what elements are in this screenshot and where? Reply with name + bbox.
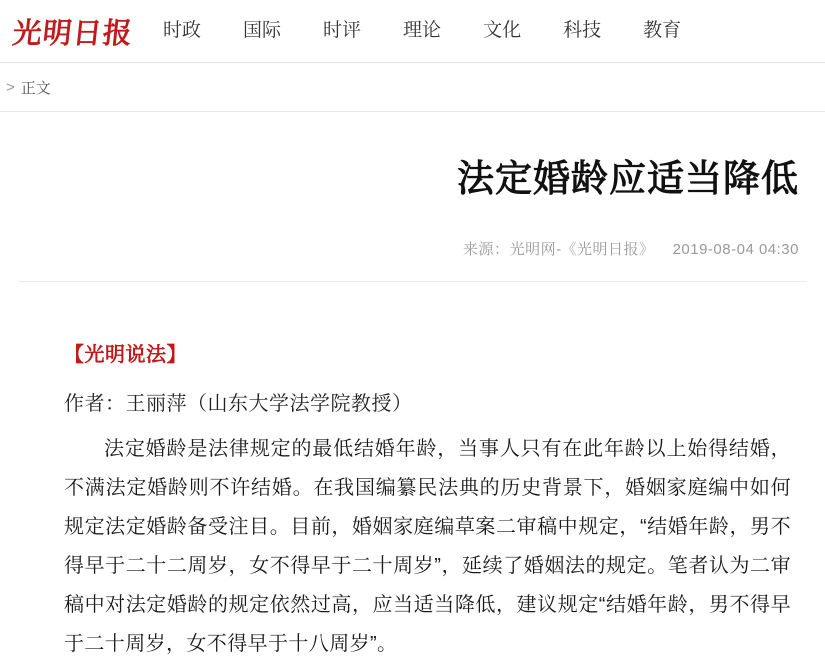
article-paragraph: 法定婚龄是法律规定的最低结婚年龄，当事人只有在此年龄以上始得结婚，不满法定婚龄则不许结婚。在我国编纂民法典的历史背景下，婚姻家庭编中如何规定法定婚龄备受注目。目前，婚姻家庭编草案二审稿中规定，“结婚年龄，男不得早于二十二周岁，女不得早于二十周岁”，延续了婚姻法的规定。笔者认为二审稿中对法定婚龄的规定依然过高，应当适当降低，建议规定“结婚年龄，男不得早于二十周岁，女不得早于十八周岁”。 <box>64 438 791 655</box>
page-title: 法定婚龄应适当降低 <box>457 157 799 200</box>
breadcrumb-separator: > <box>6 78 15 96</box>
nav-item-lilun[interactable]: 理论 <box>403 20 442 41</box>
nav-item-keji[interactable]: 科技 <box>563 20 602 41</box>
nav-item-jiaoyu[interactable]: 教育 <box>643 20 682 41</box>
header-divider <box>18 281 807 282</box>
article-body <box>18 338 807 664</box>
nav-item-wenhua[interactable]: 文化 <box>483 20 522 41</box>
nav-item-shiping[interactable]: 时评 <box>323 20 362 41</box>
main-navigation <box>142 0 825 62</box>
breadcrumb-current: 正文 <box>20 79 51 97</box>
nav-item-shizheng[interactable]: 时政 <box>163 20 202 41</box>
article-kicker: 【光明说法】 <box>64 344 187 366</box>
site-logo[interactable] <box>0 11 142 52</box>
article-source-label: 来源： <box>463 241 510 258</box>
article-author: 作者：王丽萍（山东大学法学院教授） <box>64 393 413 415</box>
breadcrumb <box>0 63 825 112</box>
article-meta <box>18 238 807 259</box>
article <box>0 148 825 664</box>
nav-item-guoji[interactable]: 国际 <box>243 20 282 41</box>
site-logo-text: 光明日报 <box>11 15 135 50</box>
site-header <box>0 0 825 63</box>
header-right-spacer <box>811 0 825 62</box>
article-datetime: 2019-08-04 04:30 <box>672 241 799 258</box>
article-source: 光明网-《光明日报》 <box>509 241 655 258</box>
